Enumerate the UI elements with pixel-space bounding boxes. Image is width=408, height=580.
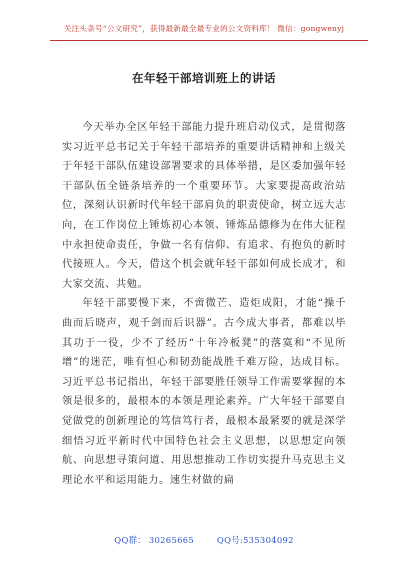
paragraph-1: 今天举办全区年轻干部能力提升班启动仪式，是贯彻落实习近平总书记关于年轻干部培养的重要讲话精神和上级关于年轻干部队伍建设部署要求的具体举措，是区委加强年轻干部队伍全链条培养的一个重要环节。大家要提高政治站位，深刻认识新时代年轻干部肩负的职责使命，树立远大志向，在工作岗位上锤炼初心本领、锤炼品德修为在伟大征程中永担使命责任，争做一名有信仰、有追求、有抱负的新时代接班人。今天，借这个机会就年轻干部如何成长成才，和大家交流、共勉。 — [62, 122, 346, 290]
document-title: 在年轻干部培训班上的讲话 — [132, 71, 276, 85]
document-body — [62, 118, 346, 490]
footer-contacts — [0, 534, 408, 546]
footer-qq-group: QQ群： 30265665 — [114, 535, 194, 545]
paragraph-2: 年轻干部要慢下来，不啻微芒、造炬成阳，才能“操千曲而后晓声，观千剑而后识器”。古今成大事者，都难以毕其功于一役，少不了经历“十年冷板凳”的落寞和“不见所增”的迷茫，唯有恒心和韧劲能战胜千难万险，达成目标。习近平总书记指出，年轻干部要胜任领导工作需要掌握的本领是很多的，最根本的本领是理论素养。广大年轻干部要自觉做党的创新理论的笃信笃行者，最根本最紧要的就是深学细悟习近平新时代中国特色社会主义思想，以思想定向领航、向思想寻策问道、用思想推动工作切实提升马克思主义理论水平和运用能力。速生材做的扁 — [62, 298, 346, 486]
header-divider — [50, 40, 368, 41]
footer-qq-number: QQ号:535304092 — [216, 535, 294, 545]
header-notice: 关注头条号“公文研究”，获得最新最全最专业的公文资料库！ 微信：gongwenyj — [63, 24, 345, 33]
